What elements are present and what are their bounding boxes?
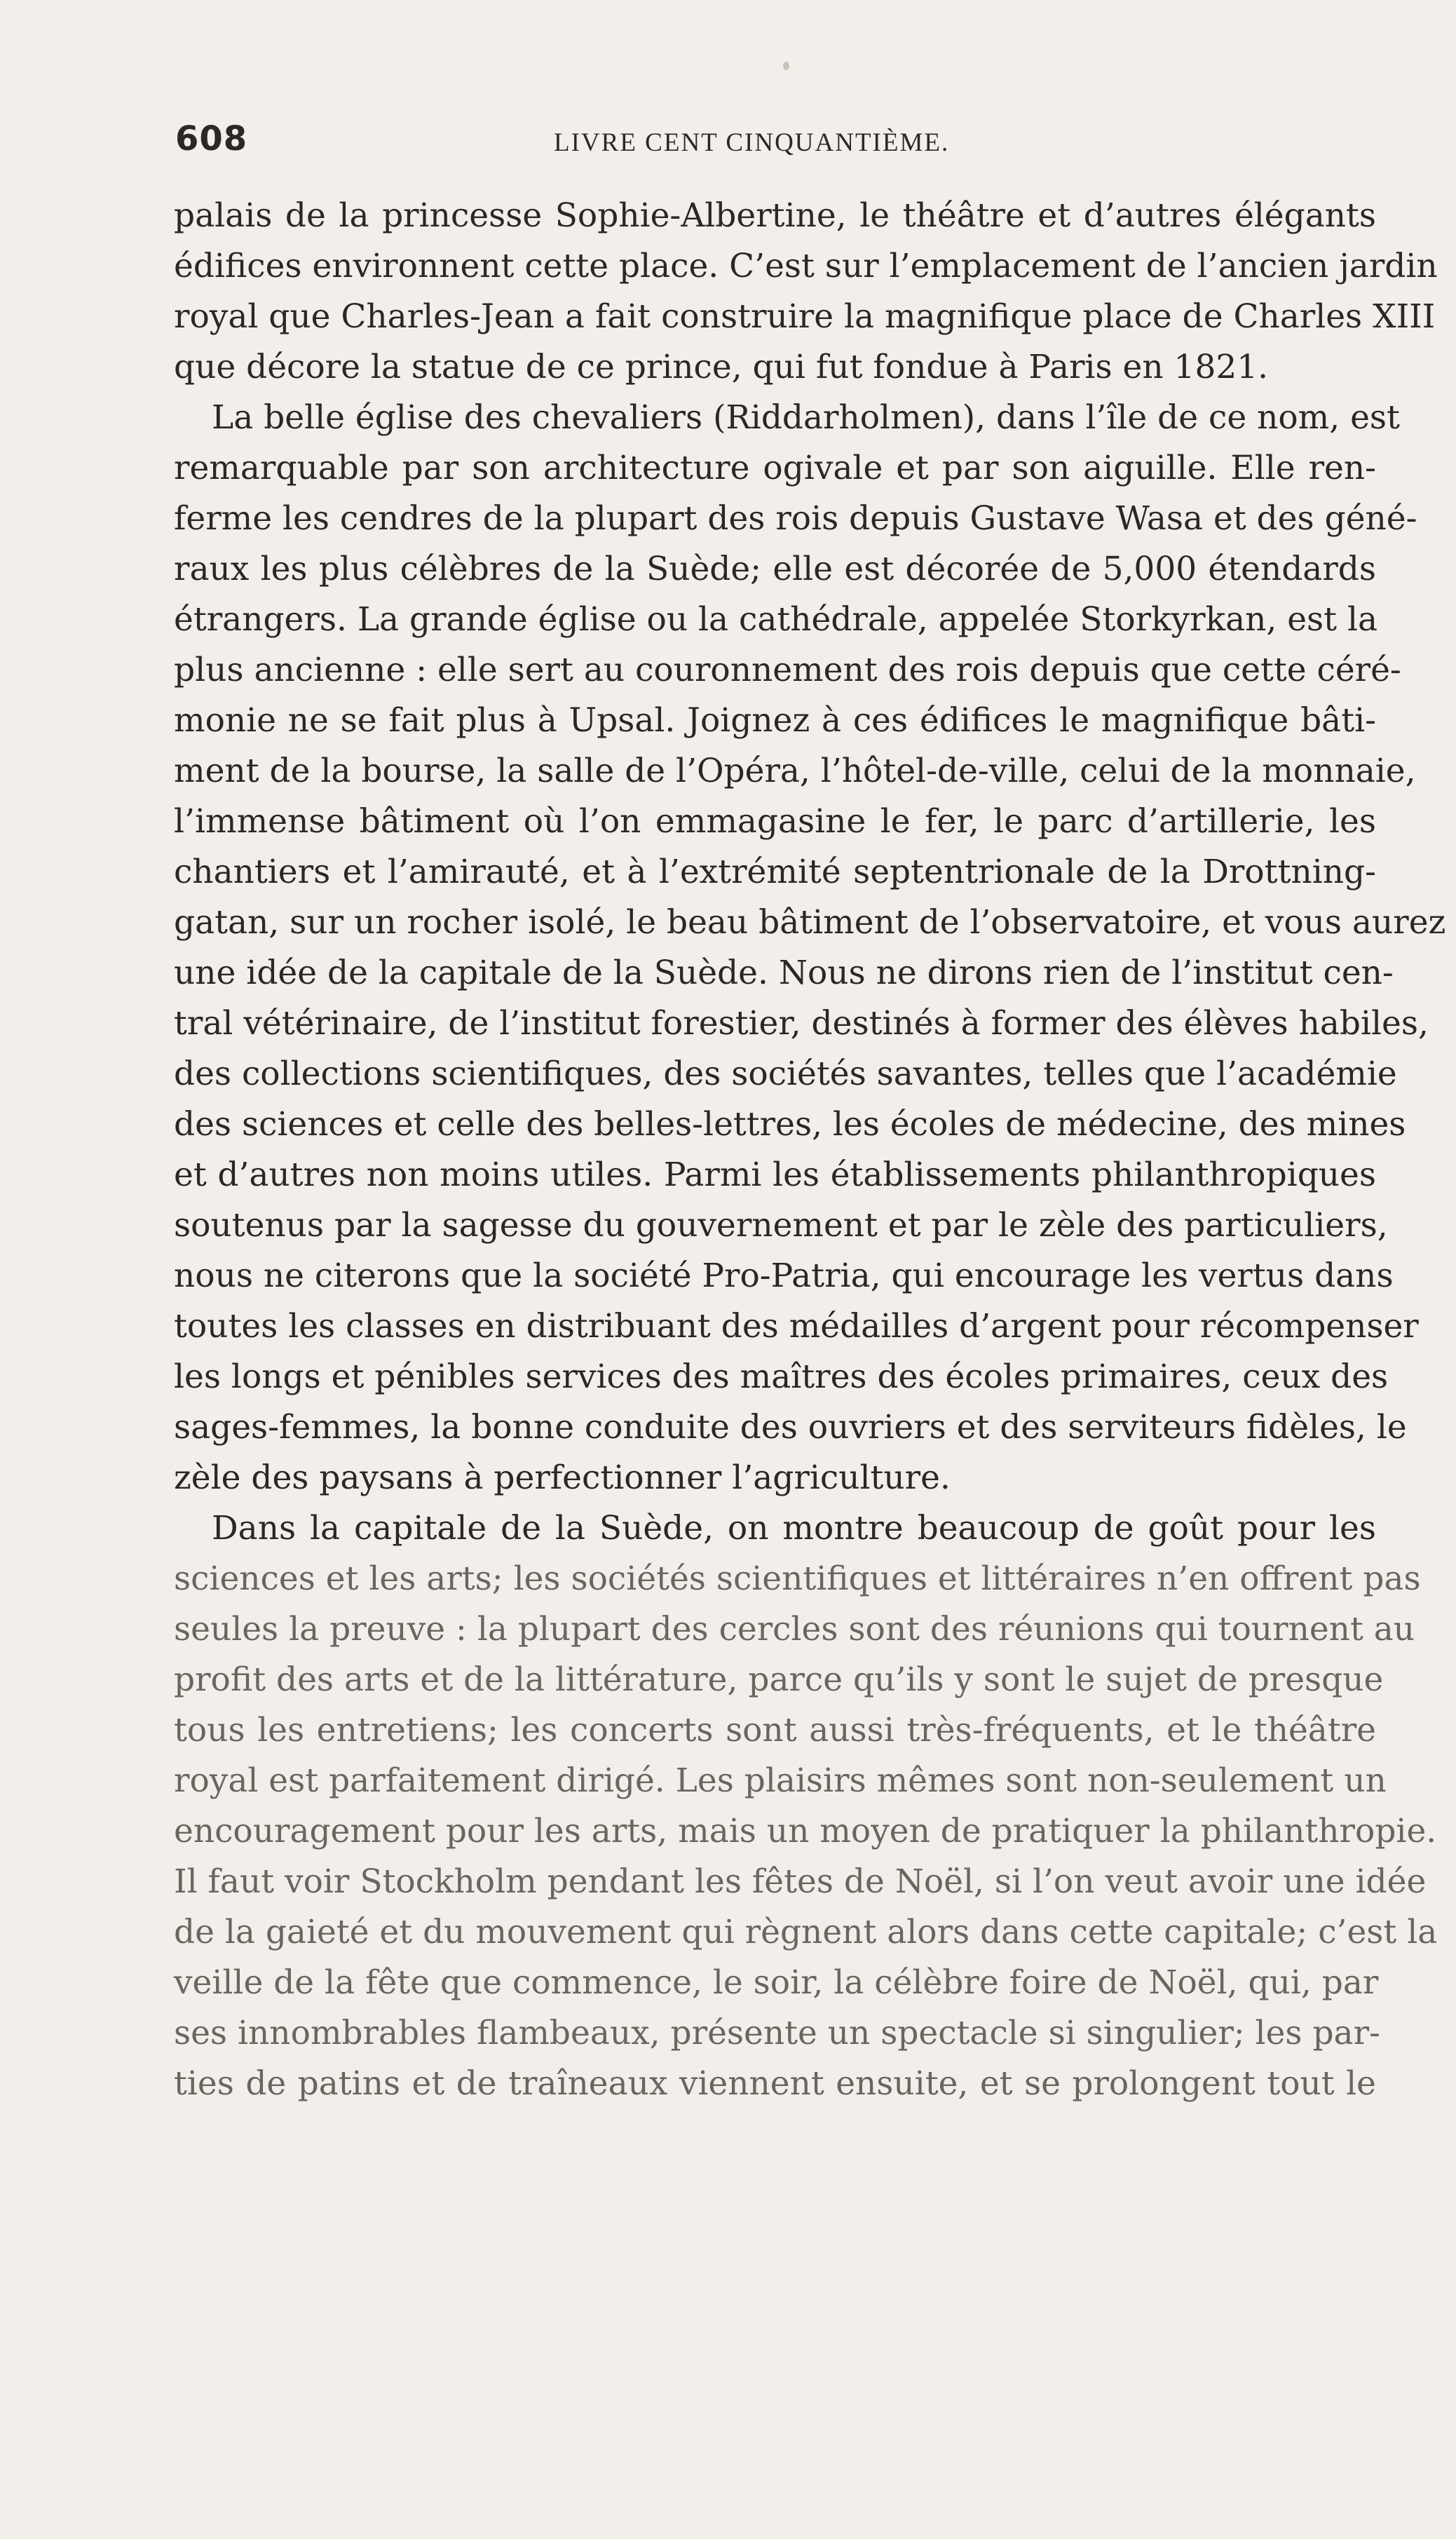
text-line: tous les entretiens; les concerts sont aussi très-fréquents, et le théâtre: [174, 1711, 1376, 1749]
text-line: ses innombrables flambeaux, présente un spectacle si singulier; les par-: [174, 2014, 1380, 2052]
text-line: royal est parfaitement dirigé. Les plaisirs mêmes sont non-seulement un: [174, 1761, 1387, 1800]
body-text: [174, 191, 1446, 2109]
text-line: étrangers. La grande église ou la cathédrale, appelée Storkyrkan, est la: [174, 600, 1378, 639]
text-line: Dans la capitale de la Suède, on montre beaucoup de goût pour les: [212, 1509, 1376, 1548]
text-line: et d’autres non moins utiles. Parmi les établissements philanthropiques: [174, 1156, 1376, 1194]
text-line: Il faut voir Stockholm pendant les fêtes de Noël, si l’on veut avoir une idée: [174, 1862, 1427, 1901]
text-line: toutes les classes en distribuant des médailles d’argent pour récompenser: [174, 1307, 1419, 1346]
text-line: ment de la bourse, la salle de l’Opéra, l’hôtel-de-ville, celui de la monnaie,: [174, 752, 1416, 790]
text-line: profit des arts et de la littérature, parce qu’ils y sont le sujet de presque: [174, 1660, 1384, 1699]
text-line: l’immense bâtiment où l’on emmagasine le fer, le parc d’artillerie, les: [174, 802, 1376, 841]
text-line: veille de la fête que commence, le soir, la célèbre foire de Noël, qui, par: [174, 1963, 1379, 2002]
text-line: édifices environnent cette place. C’est sur l’emplacement de l’ancien jardin: [174, 247, 1438, 285]
text-line: que décore la statue de ce prince, qui fut fondue à Paris en 1821.: [174, 348, 1269, 386]
text-line: remarquable par son architecture ogivale et par son aiguille. Elle ren-: [174, 449, 1376, 487]
text-line: La belle église des chevaliers (Riddarholmen), dans l’île de ce nom, est: [212, 398, 1400, 437]
text-line: ties de patins et de traîneaux viennent ensuite, et se prolongent tout le: [174, 2064, 1376, 2103]
paper-speck: [783, 62, 789, 70]
text-line: raux les plus célèbres de la Suède; elle est décorée de 5,000 étendards: [174, 550, 1376, 588]
text-line: palais de la princesse Sophie-Albertine, le théâtre et d’autres élégants: [174, 196, 1376, 235]
page-number: 608: [175, 119, 248, 158]
text-line: sages-femmes, la bonne conduite des ouvriers et des serviteurs fidèles, le: [174, 1408, 1407, 1447]
text-line: seules la preuve : la plupart des cercles sont des réunions qui tournent au: [174, 1610, 1415, 1648]
text-line: les longs et pénibles services des maîtres des écoles primaires, ceux des: [174, 1357, 1389, 1396]
text-line: des collections scientifiques, des sociétés savantes, telles que l’académie: [174, 1055, 1397, 1093]
chapter-title: LIVRE CENT CINQUANTIÈME.: [554, 128, 950, 157]
text-line: monie ne se fait plus à Upsal. Joignez à ces édifices le magnifique bâti-: [174, 701, 1376, 740]
text-line: une idée de la capitale de la Suède. Nous ne dirons rien de l’institut cen-: [174, 954, 1394, 992]
text-line: des sciences et celle des belles-lettres, les écoles de médecine, des mines: [174, 1105, 1406, 1144]
text-line: ferme les cendres de la plupart des rois depuis Gustave Wasa et des géné-: [174, 499, 1417, 538]
text-line: plus ancienne : elle sert au couronnement des rois depuis que cette céré-: [174, 651, 1401, 689]
text-line: soutenus par la sagesse du gouvernement et par le zèle des particuliers,: [174, 1206, 1388, 1245]
text-line: sciences et les arts; les sociétés scientifiques et littéraires n’en offrent pas: [174, 1559, 1421, 1598]
text-line: gatan, sur un rocher isolé, le beau bâtiment de l’observatoire, et vous aurez: [174, 903, 1446, 942]
text-line: de la gaieté et du mouvement qui règnent alors dans cette capitale; c’est la: [174, 1913, 1438, 1951]
text-line: tral vétérinaire, de l’institut forestier, destinés à former des élèves habiles,: [174, 1004, 1429, 1043]
text-line: nous ne citerons que la société Pro-Patria, qui encourage les vertus dans: [174, 1257, 1394, 1295]
text-line: chantiers et l’amirauté, et à l’extrémité septentrionale de la Drottning-: [174, 853, 1376, 891]
text-line: royal que Charles-Jean a fait construire la magnifique place de Charles XIII: [174, 297, 1436, 336]
text-line: zèle des paysans à perfectionner l’agriculture.: [174, 1458, 951, 1497]
running-header: [0, 119, 1456, 168]
text-line: encouragement pour les arts, mais un moyen de pratiquer la philanthropie.: [174, 1812, 1437, 1850]
